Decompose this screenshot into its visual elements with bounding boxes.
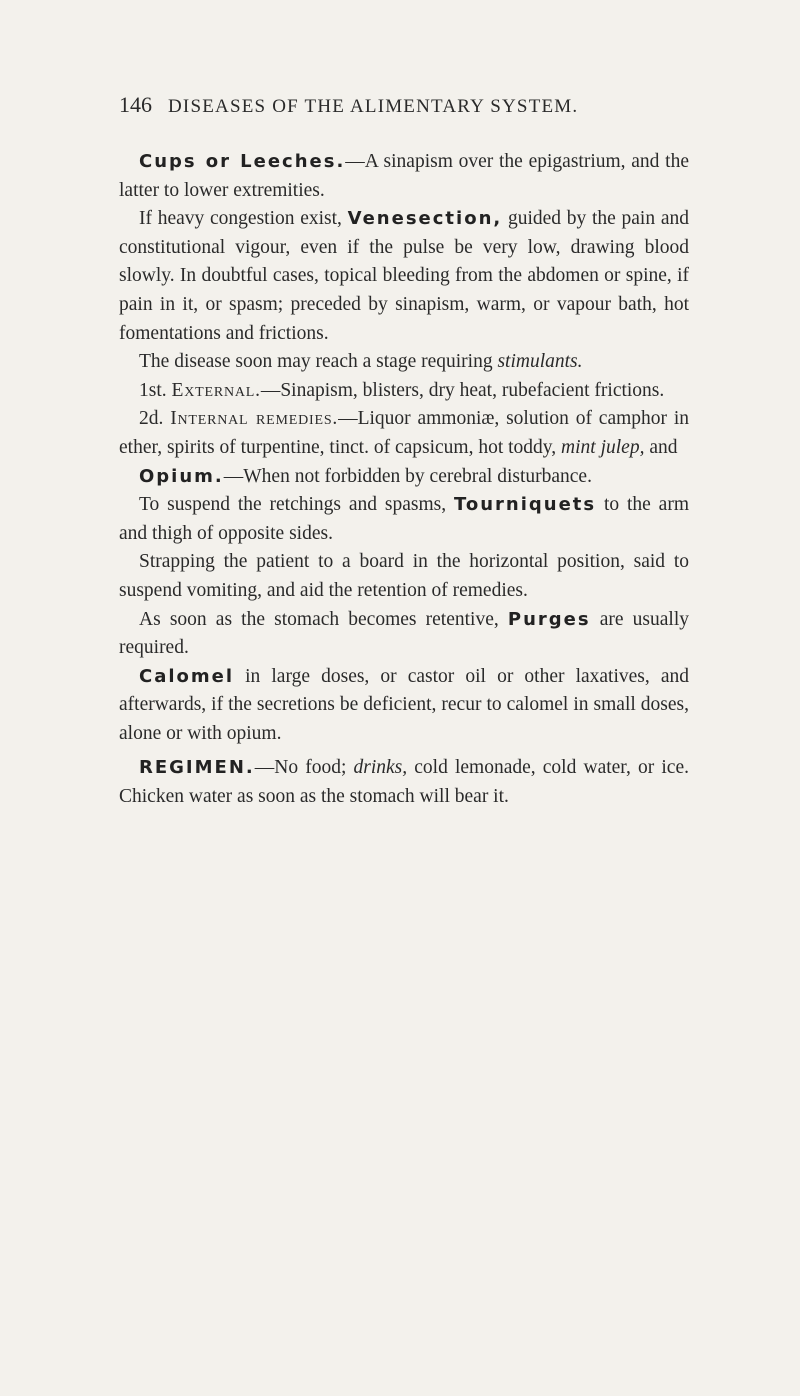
- lead-term: REGIMEN.: [139, 757, 255, 779]
- body-text: [119, 148, 689, 812]
- paragraph-text: 1st.: [139, 379, 172, 401]
- paragraph-text: are usually required.: [119, 608, 689, 659]
- running-head: [119, 92, 699, 118]
- paragraph-text: As soon as the stomach becomes retentive,: [139, 608, 508, 630]
- page-number: 146: [119, 92, 152, 117]
- paragraph-text: —When not forbidden by cerebral disturbance.: [223, 465, 592, 487]
- section-label: Internal remedies.: [170, 408, 339, 430]
- running-title: DISEASES OF THE ALIMENTARY SYSTEM.: [168, 96, 579, 117]
- lead-term: Tourniquets: [453, 494, 597, 516]
- paragraph-text: Strapping the patient to a board in the horizontal position, said to suspend vomiting, and aid the retention of remedies.: [119, 551, 689, 601]
- paragraph-text: 2d.: [139, 408, 171, 430]
- paragraph-text: —No food;: [254, 757, 354, 779]
- paragraph-cups-leeches: [119, 148, 689, 205]
- paragraph-text: —Sinapism, blisters, dry heat, rubefacient frictions.: [260, 379, 665, 401]
- paragraph-text: to the arm and thigh of opposite sides.: [119, 494, 689, 544]
- paragraph-text: cold lemonade, cold water, or ice. Chicken water as soon as the stomach will bear it.: [119, 757, 689, 808]
- paragraph-text: guided by the pain and constitutional vigour, even if the pulse be very low, drawing blood slowly. In doubtful cases, topical bleeding from the abdomen or spine, if pain in it, or spasm; preceded by sinapism, warm, or vapour bath, hot fomentations and frictions.: [119, 208, 689, 344]
- paragraph-external: [119, 377, 689, 406]
- emphasis: drinks,: [353, 757, 408, 779]
- paragraph-text: —Liquor ammoniæ, solution of camphor in ether, spirits of turpentine, tinct. of capsicum, hot toddy,: [119, 408, 689, 458]
- paragraph-calomel: [119, 663, 689, 749]
- paragraph-text: The disease soon may reach a stage requiring: [139, 351, 498, 373]
- paragraph-venesection: [119, 205, 689, 348]
- lead-term: Purges: [507, 608, 591, 630]
- emphasis: stimulants.: [497, 351, 583, 373]
- paragraph-tourniquets: [119, 491, 689, 548]
- paragraph-text: in large doses, or castor oil or other laxatives, and afterwards, if the secretions be deficient, recur to calomel in small doses, alone or with opium.: [119, 665, 689, 744]
- lead-term: Venesection,: [347, 208, 503, 230]
- paragraph-text: If heavy congestion exist,: [139, 208, 348, 230]
- paragraph-text: —A sinapism over the epigastrium, and the latter to lower extremities.: [119, 151, 689, 201]
- paragraph-text: To suspend the retchings and spasms,: [139, 494, 454, 516]
- paragraph-regimen: [119, 754, 689, 811]
- lead-term: Calomel: [139, 665, 235, 687]
- paragraph-text: and: [644, 436, 678, 458]
- paragraph-internal: [119, 405, 689, 462]
- lead-term: Cups or Leeches.: [139, 151, 346, 172]
- emphasis: mint julep,: [561, 436, 645, 458]
- lead-term: Opium.: [139, 465, 224, 487]
- paragraph-strapping: [119, 548, 689, 605]
- paragraph-opium: [119, 463, 689, 492]
- paragraph-stimulants: [119, 348, 689, 377]
- section-label: External.: [171, 379, 261, 401]
- paragraph-purges: [119, 606, 689, 663]
